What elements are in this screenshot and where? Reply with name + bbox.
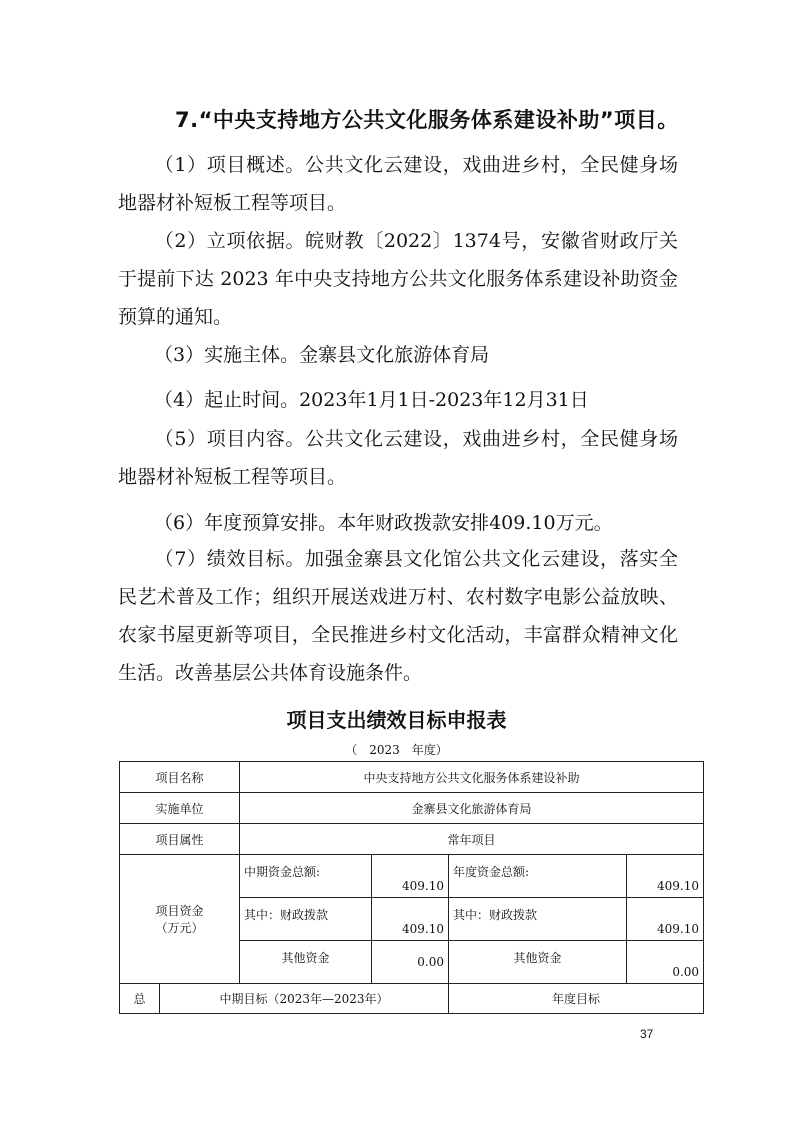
project-name-label: 项目名称 <box>120 762 240 793</box>
mid-total-label: 中期资金总额: <box>240 855 372 898</box>
attribute-label: 项目属性 <box>120 824 240 855</box>
table-row <box>120 762 704 793</box>
mid-target-label: 中期目标（2023年—2023年） <box>160 984 449 1014</box>
table-row <box>120 984 704 1014</box>
table-subtitle: （ 2023 年度） <box>345 743 448 757</box>
section-heading: 7.“中央支持地方公共文化服务体系建设补助”项目。 <box>175 108 679 132</box>
mid-fiscal-label: 其中：财政拨款 <box>240 898 372 941</box>
performance-table <box>119 761 704 1014</box>
year-target-label: 年度目标 <box>449 984 704 1014</box>
year-other-label: 其他资金 <box>449 941 627 984</box>
mid-other-value: 0.00 <box>372 941 449 984</box>
paragraph-overview: （1）项目概述。公共文化云建设，戏曲进乡村，全民健身场地器材补短板工程等项目。 <box>118 154 678 214</box>
year-other-value: 0.00 <box>627 941 704 984</box>
page-number: 37 <box>640 1027 654 1041</box>
mid-fiscal-value: 409.10 <box>372 898 449 941</box>
fund-label-line1: 项目资金 <box>155 904 204 918</box>
year-fiscal-label: 其中：财政拨款 <box>449 898 627 941</box>
fund-label-line2: （万元） <box>155 921 204 935</box>
paragraph-period: （4）起止时间。2023年1月1日-2023年12月31日 <box>154 389 589 411</box>
year-total-label: 年度资金总额: <box>449 855 627 898</box>
total-label: 总 <box>120 984 160 1014</box>
table-row <box>120 793 704 824</box>
year-fiscal-value: 409.10 <box>627 898 704 941</box>
fund-label <box>120 855 240 984</box>
paragraph-basis: （2）立项依据。皖财教〔2022〕1374号，安徽省财政厅关于提前下达 2023 年中央支持地方公共文化服务体系建设补助资金预算的通知。 <box>118 230 678 328</box>
attribute-value: 常年项目 <box>240 824 704 855</box>
paragraph-budget: （6）年度预算安排。本年财政拨款安排409.10万元。 <box>154 512 613 534</box>
table-row <box>120 824 704 855</box>
year-total-value: 409.10 <box>627 855 704 898</box>
mid-other-label: 其他资金 <box>240 941 372 984</box>
project-name-value: 中央支持地方公共文化服务体系建设补助 <box>240 762 704 793</box>
unit-value: 金寨县文化旅游体育局 <box>240 793 704 824</box>
unit-label: 实施单位 <box>120 793 240 824</box>
table-row <box>120 855 704 898</box>
mid-total-value: 409.10 <box>372 855 449 898</box>
paragraph-content: （5）项目内容。公共文化云建设，戏曲进乡村，全民健身场地器材补短板工程等项目。 <box>118 428 678 488</box>
table-title: 项目支出绩效目标申报表 <box>286 708 507 732</box>
paragraph-implementer: （3）实施主体。金寨县文化旅游体育局 <box>154 344 490 366</box>
paragraph-goals: （7）绩效目标。加强金寨县文化馆公共文化云建设，落实全民艺术普及工作；组织开展送戏进万村、农村数字电影公益放映、农家书屋更新等项目，全民推进乡村文化活动，丰富群众精神文化生活。改善基层公共体育设施条件。 <box>118 548 678 684</box>
